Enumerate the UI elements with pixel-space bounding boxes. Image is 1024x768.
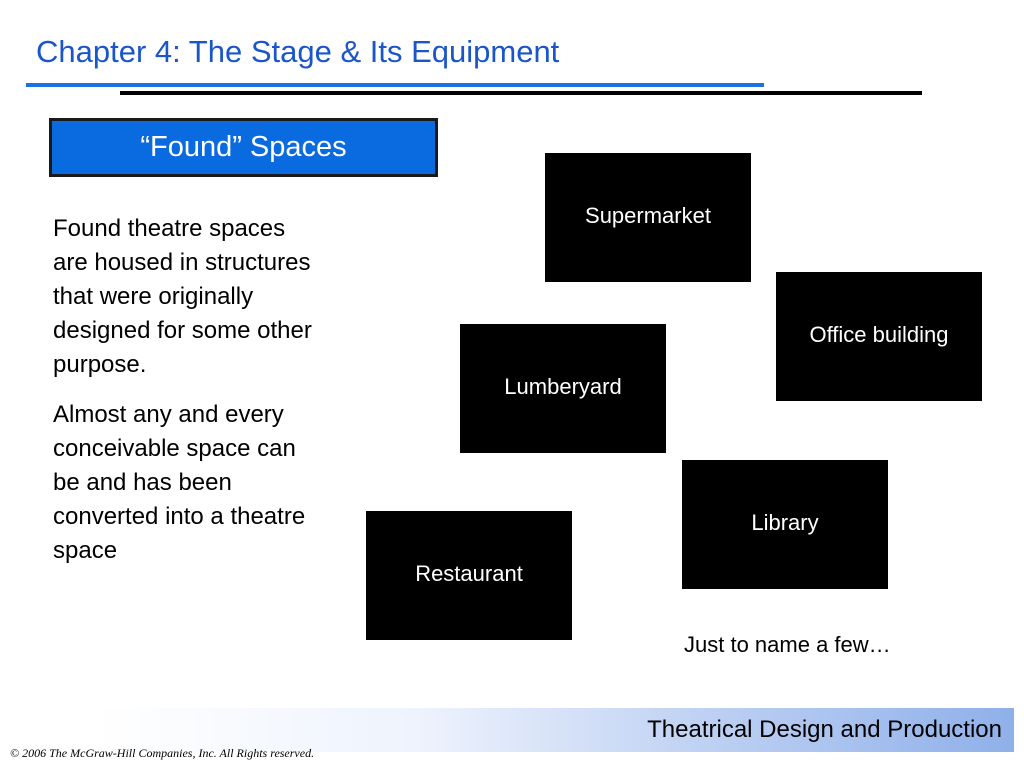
space-box-restaurant bbox=[366, 511, 572, 640]
space-label-lumberyard: Lumberyard bbox=[504, 374, 622, 399]
space-box-office-building bbox=[776, 272, 982, 401]
body-text bbox=[53, 212, 323, 584]
space-label-restaurant: Restaurant bbox=[415, 561, 523, 586]
footer-title: Theatrical Design and Production bbox=[647, 716, 1002, 743]
space-box-supermarket bbox=[545, 153, 751, 282]
note-text: Just to name a few… bbox=[684, 632, 891, 657]
space-label-supermarket: Supermarket bbox=[585, 203, 711, 228]
copyright-notice: © 2006 The McGraw-Hill Companies, Inc. All Rights reserved. bbox=[10, 746, 315, 760]
space-label-office-building: Office building bbox=[809, 322, 949, 347]
body-paragraph-conversion: Almost any and every conceivable space can be and has been converted into a theatre space bbox=[53, 401, 306, 564]
body-paragraph-definition: Found theatre spaces are housed in structures that were originally designed for some other purpose. bbox=[53, 215, 312, 378]
title-underline-blue bbox=[26, 83, 764, 87]
space-box-lumberyard bbox=[460, 324, 666, 453]
section-heading: “Found” Spaces bbox=[49, 118, 438, 177]
space-label-library: Library bbox=[751, 510, 819, 535]
slide-title: Chapter 4: The Stage & Its Equipment bbox=[36, 34, 560, 69]
space-box-library bbox=[682, 460, 888, 589]
title-underline-black bbox=[120, 91, 922, 95]
